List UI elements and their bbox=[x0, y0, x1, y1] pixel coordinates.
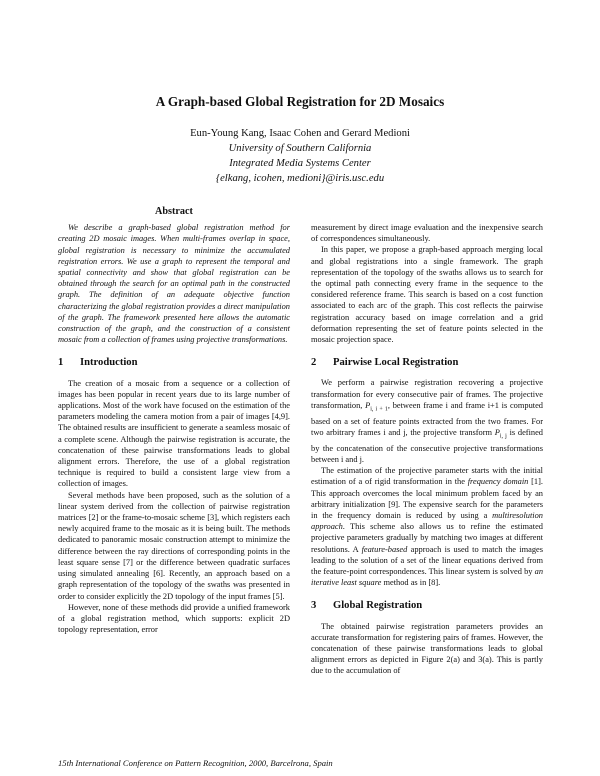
affiliation: University of Southern California bbox=[228, 143, 372, 154]
paragraph: The creation of a mosaic from a sequence or a collection of images has been popular in recent years due to its large number of applications. Most of the work have focused on the estimation of the parameters modeling the camera motion from a pair of images [4,9]. The obtained results are insufficient to generate a seamless mosaic of a complete scene. Although the pairwise registration is accurate, the concatenation of these pairwise transformations leads to global alignment errors. Therefore, the use of a global registration technique is required to build a consistent large view from a collection of images. bbox=[58, 378, 290, 489]
paragraph bbox=[311, 465, 543, 588]
emphasis: multiresolution approach bbox=[311, 511, 543, 532]
emphasis: frequency domain bbox=[467, 477, 529, 487]
text-run: method as in [8]. bbox=[381, 578, 441, 588]
paragraph bbox=[311, 377, 543, 465]
paragraph: In this paper, we propose a graph-based approach merging local and global registrations into a single framework. The graph representation of the topology of the swaths allows us to search for the optimal path connecting every frame in the sequence to the considered reference frame. This search is based on a cost function associated to each arc of the graph. This cost reflects the pairwise registration accuracy based on image correlation and a grid deformation representing the set of feature points selected in the mosaic projection space. bbox=[311, 245, 543, 345]
section-2-heading bbox=[311, 357, 543, 368]
text-run: is defined by the concatenation of the consecutive projective transformations between i and j. bbox=[311, 427, 543, 464]
text-run: We perform a pairwise registration recovering a projective transformation for every consecutive pair of frames. The projective transformation, bbox=[311, 378, 543, 410]
center-name: Integrated Media Systems Center bbox=[229, 158, 371, 169]
section-number: 3 bbox=[311, 600, 317, 612]
author-emails: {elkang, icohen, medioni}@iris.usc.edu bbox=[215, 173, 385, 184]
paragraph: measurement by direct image evaluation and the inexpensive search of correspondences simultaneously. bbox=[311, 223, 543, 244]
section-title: Introduction bbox=[80, 357, 138, 369]
abstract-text: We describe a graph-based global registration method for creating 2D mosaic images. When multi-frames overlap in space, global registration is necessary to minimize the accumulated registration errors. We use a graph to represent the temporal and spatial connectivity and show that global registration can be obtained through the search for an optimal path in the constructed graph. The definition of an adequate objective function characterizing the global registration provides a direct manipulation of the graph. The framework presented here allows the automatic construction of the graph, and the construction of a consistent mosaic from a collection of frames using projective transformations. bbox=[58, 223, 290, 345]
text-run: . This scheme also allows us to refine the estimated projective parameters gradually by matching two images at different resolutions. A bbox=[311, 522, 543, 554]
math-subscript: i, i + 1 bbox=[370, 406, 388, 413]
right-column bbox=[311, 222, 543, 677]
math-subscript: i, j bbox=[499, 433, 507, 440]
author-names: Eun-Young Kang, Isaac Cohen and Gerard Medioni bbox=[190, 128, 410, 139]
paragraph: However, none of these methods did provide a unified framework of a global registration method, which supports: explicit 2D topology representation, error bbox=[58, 602, 290, 635]
section-1-heading bbox=[58, 357, 290, 368]
section-3-heading bbox=[311, 600, 543, 611]
left-column bbox=[58, 206, 290, 635]
text-run: approach is used to match the images leading to the solution of a set of the linear equations derived from the feature-point correspondences. This linear system is solved by bbox=[311, 544, 543, 577]
section-number: 2 bbox=[311, 357, 317, 369]
section-title: Pairwise Local Registration bbox=[333, 357, 459, 369]
section-title: Global Registration bbox=[333, 600, 423, 612]
author-block bbox=[0, 126, 600, 186]
math-symbol: P bbox=[494, 427, 500, 437]
abstract-heading: Abstract bbox=[155, 206, 193, 217]
paper-title: A Graph-based Global Registration for 2D Mosaics bbox=[155, 94, 445, 109]
text-run: , between frame i and frame i+1 is computed based on a set of feature points extracted from the two frames. For two arbitrary frames i and j, the projective transform bbox=[311, 400, 543, 437]
emphasis: an iterative least square bbox=[311, 567, 543, 588]
abstract bbox=[58, 222, 290, 345]
page-footer: 15th International Conference on Pattern Recognition, 2000, Barcelrona, Spain bbox=[58, 758, 333, 768]
text-run: [1]. This approach overcomes the local minimum problem faced by an arbitrary initialization [9]. The expensive search for the parameters in the frequency domain is reduced by using a bbox=[311, 477, 543, 521]
emphasis: feature-based bbox=[361, 544, 408, 554]
math-symbol: P bbox=[365, 400, 371, 410]
text-run: The estimation of the projective parameter starts with the initial estimation of a of rigid transformation in the bbox=[311, 466, 543, 487]
paragraph: The obtained pairwise registration parameters provides an accurate transformation for registering pairs of frames. However, the concatenation of these pairwise transformations leads to global alignment errors as depicted in Figure 2(a) and 3(a). This is partly due to the accumulation of bbox=[311, 621, 543, 676]
section-number: 1 bbox=[58, 357, 64, 369]
paragraph: Several methods have been proposed, such as the solution of a linear system derived from the collection of pairwise registration matrices [2] or the frame-to-mosaic scheme [3], which registers each newly acquired frame to the mosaic as it is being built. The methods dedicated to panoramic mosaic construction attempt to minimize the difference between the ray directions of corresponding points in the least square sense [7] or the difference between quadratic surfaces using simulated annealing [6]. Recently, an approach based on a graph representation of the topology of the swaths was presented in order to consider explicitly the 2D topology of the input frames [5]. bbox=[58, 490, 290, 601]
